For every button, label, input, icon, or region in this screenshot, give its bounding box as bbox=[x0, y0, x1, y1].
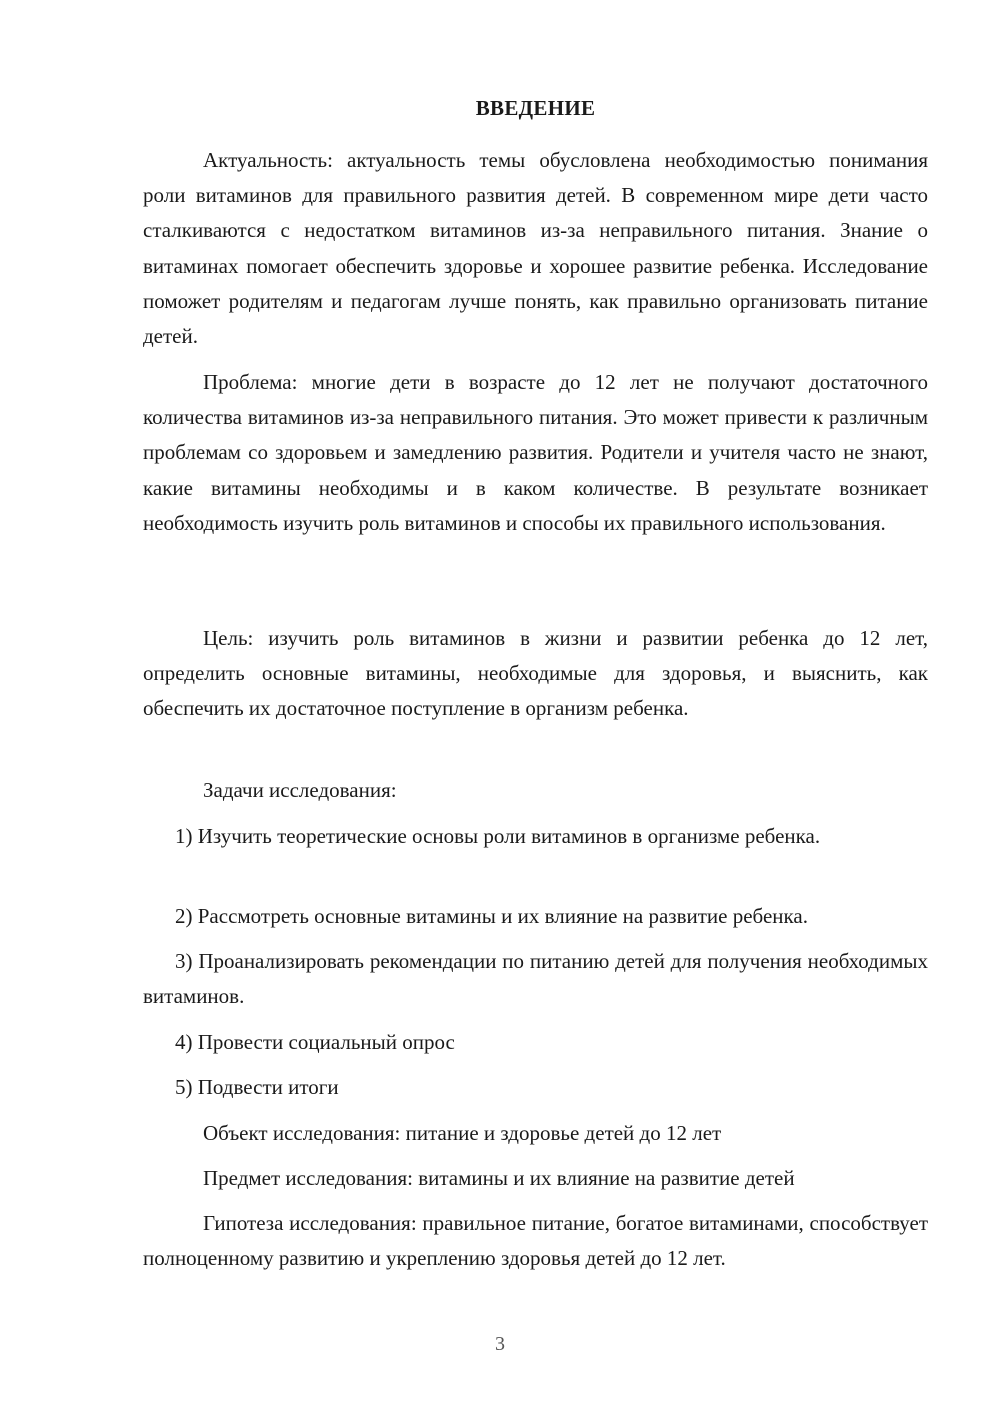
tasks-heading: Задачи исследования: bbox=[203, 778, 397, 802]
goal-paragraph: Цель: изучить роль витаминов в жизни и развитии ребенка до 12 лет, определить основные витамины, необходимые для здоровья, и выяснить, как обеспечить их достаточное поступление в организм ребенка. bbox=[143, 626, 928, 721]
section-title: ВВЕДЕНИЕ bbox=[475, 96, 596, 120]
task-item-1: 1) Изучить теоретические основы роли витаминов в организме ребенка. bbox=[175, 824, 821, 848]
task-item-2: 2) Рассмотреть основные витамины и их влияние на развитие ребенка. bbox=[175, 904, 808, 928]
hypothesis-paragraph: Гипотеза исследования: правильное питание, богатое витаминами, способствует полноценному развитию и укреплению здоровья детей до 12 лет. bbox=[143, 1211, 928, 1271]
task-item-5: 5) Подвести итоги bbox=[175, 1075, 339, 1099]
subject-paragraph: Предмет исследования: витамины и их влияние на развитие детей bbox=[203, 1166, 795, 1190]
relevance-paragraph: Актуальность: актуальность темы обусловлена необходимостью понимания роли витаминов для правильного развития детей. В современном мире дети часто сталкиваются с недостатком витаминов из-за неправильного питания. Знание о витаминах помогает обеспечить здоровье и хорошее развитие ребенка. Исследование поможет родителям и педагогам лучше понять, как правильно организовать питание детей. bbox=[143, 148, 928, 349]
page-number: 3 bbox=[495, 1333, 505, 1355]
task-item-4: 4) Провести социальный опрос bbox=[175, 1030, 455, 1054]
problem-paragraph: Проблема: многие дети в возрасте до 12 лет не получают достаточного количества витаминов из-за неправильного питания. Это может привести к различным проблемам со здоровьем и замедлению развития. Родители и учителя часто не знают, какие витамины необходимы и в каком количестве. В результате возникает необходимость изучить роль витаминов и способы их правильного использования. bbox=[143, 370, 928, 535]
task-item-3: 3) Проанализировать рекомендации по питанию детей для получения необходимых витаминов. bbox=[143, 949, 928, 1009]
object-paragraph: Объект исследования: питание и здоровье детей до 12 лет bbox=[203, 1121, 722, 1145]
